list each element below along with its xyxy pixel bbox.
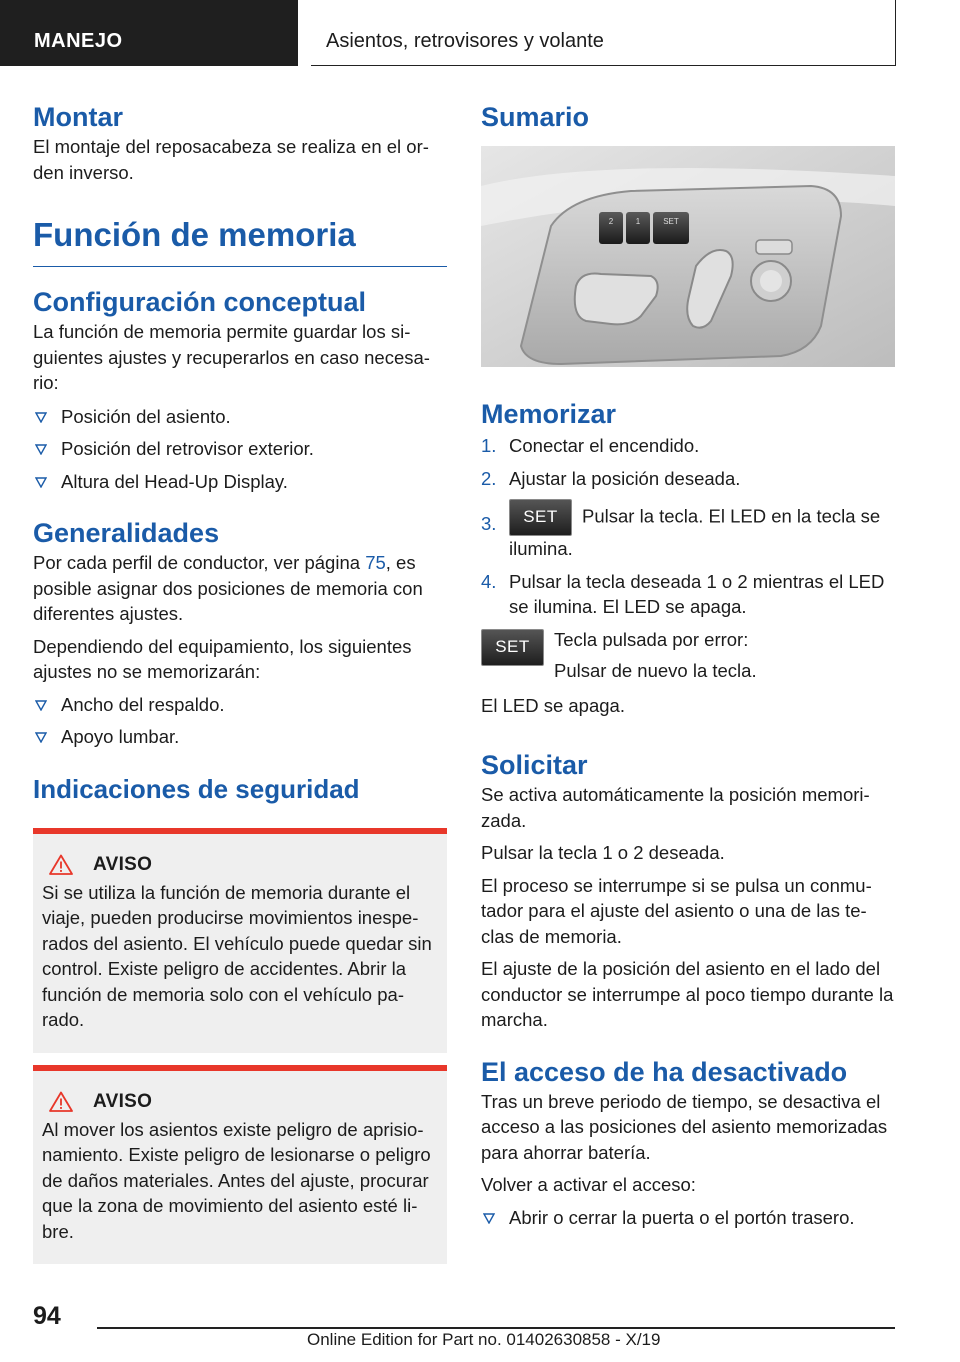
error-note <box>481 627 895 687</box>
photo-button-set: SET <box>663 217 679 226</box>
heading-funcion-memoria: Función de memoria <box>33 215 447 267</box>
section-label: MANEJO <box>34 30 123 52</box>
list-item: Posición del asiento. <box>33 404 447 430</box>
footer-divider <box>97 1327 895 1329</box>
solicitar-p1: Se activa automáticamente la posición memori‐ zada. <box>481 784 870 831</box>
seat-panel-illustration <box>481 146 895 367</box>
triangle-bullet-icon <box>35 732 47 743</box>
set-key-icon: SET <box>509 499 572 536</box>
page-footer <box>0 1290 960 1362</box>
heading-sumario: Sumario <box>481 102 590 132</box>
list-item: 3. SET Pulsar la tecla. El LED en la tecla se ilumina. <box>481 499 895 562</box>
heading-acceso: El acceso de ha desactivado <box>481 1056 848 1087</box>
triangle-bullet-icon <box>35 477 47 488</box>
list-item: 2. Ajustar la posición deseada. <box>481 467 741 489</box>
warning-triangle-icon <box>49 854 73 875</box>
configuracion-text: La función de memoria permite guardar los si‐ guientes ajustes y recuperarlos en caso necesa‐ rio: <box>33 321 430 393</box>
warning-box <box>33 1065 447 1265</box>
solicitar-p2: Pulsar la tecla 1 o 2 deseada. <box>481 842 725 863</box>
heading-generalidades: Generalidades <box>33 518 220 548</box>
memorizar-steps <box>481 433 895 620</box>
heading-configuracion: Configuración conceptual <box>33 287 367 317</box>
list-item: Ancho del respaldo. <box>33 692 447 718</box>
page-number: 94 <box>33 1302 61 1330</box>
led-off-text: El LED se apaga. <box>481 694 625 716</box>
triangle-bullet-icon <box>483 1213 495 1224</box>
chapter-label: Asientos, retrovisores y volante <box>326 30 604 52</box>
generalidades-text: Por cada perfil de conductor, ver página 75, es posible asignar dos posiciones de memoria con diferentes ajustes. <box>33 552 423 624</box>
list-item: Abrir o cerrar la puerta o el portón trasero. <box>481 1205 895 1231</box>
heading-seguridad: Indicaciones de seguridad <box>33 773 360 804</box>
configuracion-list <box>33 404 447 495</box>
warning-header <box>42 1091 435 1113</box>
section-tab <box>0 0 298 66</box>
right-column <box>481 100 895 1237</box>
warning-header <box>42 854 435 876</box>
set-key-icon: SET <box>481 629 544 666</box>
error-line1: Tecla pulsada por error: <box>554 628 749 650</box>
chapter-tab <box>311 0 896 66</box>
warning-label: AVISO <box>93 1090 153 1112</box>
warning-label: AVISO <box>93 853 153 875</box>
seat-controls-photo <box>481 146 895 367</box>
warning-box <box>33 828 447 1053</box>
montar-text: El montaje del reposacabeza se realiza en el or‐ den inverso. <box>33 136 429 183</box>
acceso-list <box>481 1205 895 1231</box>
warning-triangle-icon <box>49 1091 73 1112</box>
generalidades-text2: Dependiendo del equipamiento, los siguientes ajustes no se memorizarán: <box>33 635 412 682</box>
warning-text: Si se utiliza la función de memoria durante el viaje, pueden producirse movimientos inespe‐ rados del asiento. El vehículo puede quedar sin control. Existe peligro de accidentes. Abrir la función de memoria solo con el vehículo pa‐ rado. <box>42 881 432 1030</box>
list-item: Posición del retrovisor exterior. <box>33 436 447 462</box>
heading-memorizar: Memorizar <box>481 399 617 429</box>
triangle-bullet-icon <box>35 700 47 711</box>
list-item: 4. Pulsar la tecla deseada 1 o 2 mientras el LED se ilumina. El LED se apaga. <box>481 570 885 617</box>
list-item: Altura del Head-Up Display. <box>33 469 447 495</box>
list-item: Apoyo lumbar. <box>33 724 447 750</box>
photo-button-1: 1 <box>635 217 641 226</box>
error-line2: Pulsar de nuevo la tecla. <box>554 659 757 681</box>
acceso-p2: Volver a activar el acceso: <box>481 1174 696 1195</box>
warning-text: Al mover los asientos existe peligro de aprisio‐ namiento. Existe peligro de lesionarse o peligro de daños materiales. Antes del ajuste, procurar que la zona de movimiento del asiento esté li‐ bre. <box>42 1118 431 1242</box>
page-header <box>0 0 960 66</box>
triangle-bullet-icon <box>35 412 47 423</box>
solicitar-p4: El ajuste de la posición del asiento en el lado del conductor se interrumpe al poco tiempo durante la marcha. <box>481 958 894 1030</box>
list-item: 1. Conectar el encendido. <box>481 435 700 456</box>
page-link[interactable]: 75 <box>365 552 386 573</box>
triangle-bullet-icon <box>35 444 47 455</box>
heading-solicitar: Solicitar <box>481 750 588 780</box>
edition-text: Online Edition for Part no. 01402630858 - X/19 <box>307 1330 661 1349</box>
acceso-p1: Tras un breve periodo de tiempo, se desactiva el acceso a las posiciones del asiento memorizadas para ahorrar batería. <box>481 1090 888 1163</box>
photo-button-2: 2 <box>608 217 614 226</box>
solicitar-p3: El proceso se interrumpe si se pulsa un conmu‐ tador para el ajuste del asiento o una de las te‐ clas de memoria. <box>481 874 872 947</box>
heading-montar: Montar <box>33 102 123 132</box>
generalidades-list <box>33 692 447 750</box>
left-column <box>33 100 447 1264</box>
